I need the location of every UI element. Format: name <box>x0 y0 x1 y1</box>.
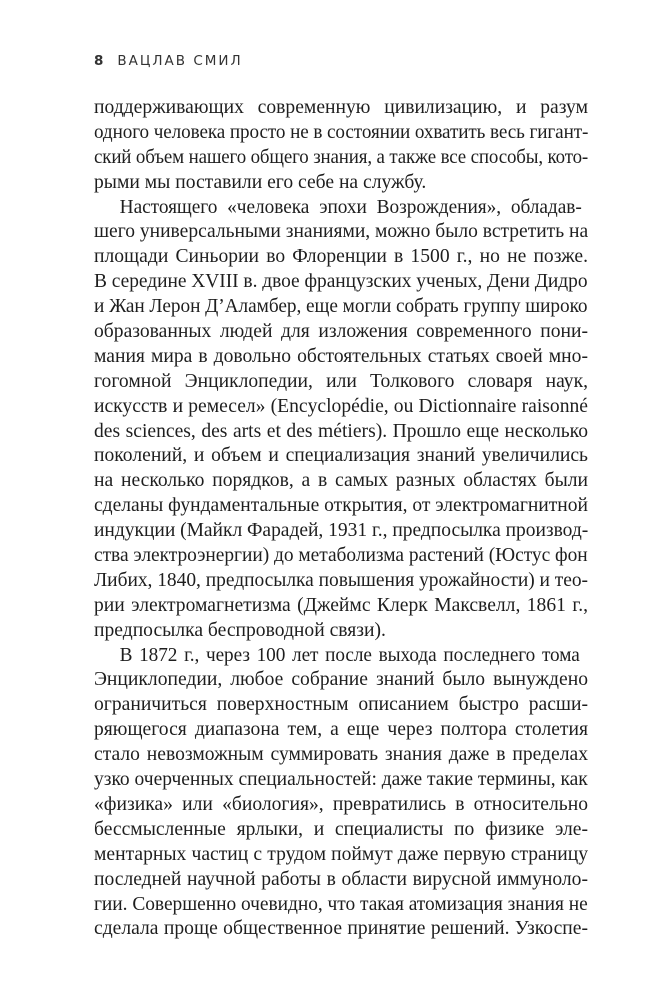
text-line: поддерживающих современную цивилизацию, и разум <box>94 97 588 118</box>
text-line: узко очерченных специальностей: даже такие термины, как <box>94 769 588 791</box>
text-line: Энциклопедии, любое собрание знаний было вынуждено <box>94 669 588 691</box>
text-line: des sciences, des arts et des métiers). Прошло еще несколько <box>94 420 588 442</box>
text-line: рыми мы поставили его себе на службу. <box>94 171 427 193</box>
text-line: одного человека просто не в состоянии охватить весь гигант- <box>94 121 589 143</box>
text-line: поколений, и объем и специализация знаний увеличились <box>94 445 588 467</box>
text-line: ментарных частиц с трудом поймут даже первую страницу <box>94 843 588 865</box>
paragraph-1 <box>94 96 588 196</box>
text-line: В 1872 г., через 100 лет после выхода последнего тома <box>119 644 580 666</box>
paragraph-2 <box>94 196 588 644</box>
text-line: сделаны фундаментальные открытия, от электромагнитной <box>94 495 588 517</box>
text-line: предпосылка беспроводной связи). <box>94 619 386 641</box>
author-name: ВАЦЛАВ СМИЛ <box>117 53 243 69</box>
text-line: Либих, 1840, предпосылка повышения урожайности) и тео- <box>94 569 588 591</box>
text-line: сделала проще общественное принятие решений. Узкоспе- <box>94 918 588 940</box>
text-line: образованных людей для изложения современного пони- <box>94 321 588 343</box>
paragraph-3 <box>94 644 588 943</box>
text-line: рии электромагнетизма (Джеймс Клерк Максвелл, 1861 г., <box>94 594 588 616</box>
text-line: бессмысленные ярлыки, и специалисты по физике эле- <box>94 818 588 840</box>
text-line: ский объем нашего общего знания, а также все способы, кото- <box>94 146 589 168</box>
body-text <box>94 96 588 942</box>
text-line: гии. Совершенно очевидно, что такая атомизация знания не <box>94 893 588 915</box>
text-line: В середине XVIII в. двое французских ученых, Дени Дидро <box>94 271 588 293</box>
text-line: искусств и ремесел» (Encyclopédie, ou Dictionnaire raisonné <box>94 395 588 417</box>
text-line: ряющегося диапазона тем, а еще через полтора столетия <box>94 719 588 741</box>
text-line: «физика» или «биология», превратились в относительно <box>94 793 588 815</box>
text-line: площади Синьории во Флоренции в 1500 г., но не позже. <box>94 246 588 268</box>
text-line: гогомной Энциклопедии, или Толкового словаря наук, <box>94 370 588 392</box>
text-line: стало невозможным суммировать знания даже в пределах <box>94 744 588 766</box>
text-line: и Жан Лерон Д’Аламбер, еще могли собрать группу широко <box>94 296 588 318</box>
text-line: на несколько порядков, а в самых разных областях были <box>94 470 588 492</box>
text-line: Настоящего «человека эпохи Возрождения», обладав- <box>119 196 582 218</box>
text-line: шего универсальными знаниями, можно было встретить на <box>94 221 589 243</box>
text-line: ства электроэнергии) до метаболизма растений (Юстус фон <box>94 545 588 567</box>
running-header <box>94 53 243 69</box>
text-line: индукции (Майкл Фарадей, 1931 г., предпосылка производ- <box>94 520 589 542</box>
page-number: 8 <box>94 53 104 69</box>
text-line: последней научной работы в области вирусной иммуноло- <box>94 868 588 890</box>
text-line: ограничиться поверхностным описанием быстро расши- <box>94 694 588 716</box>
text-line: мания мира в довольно обстоятельных статьях своей мно- <box>94 345 588 367</box>
